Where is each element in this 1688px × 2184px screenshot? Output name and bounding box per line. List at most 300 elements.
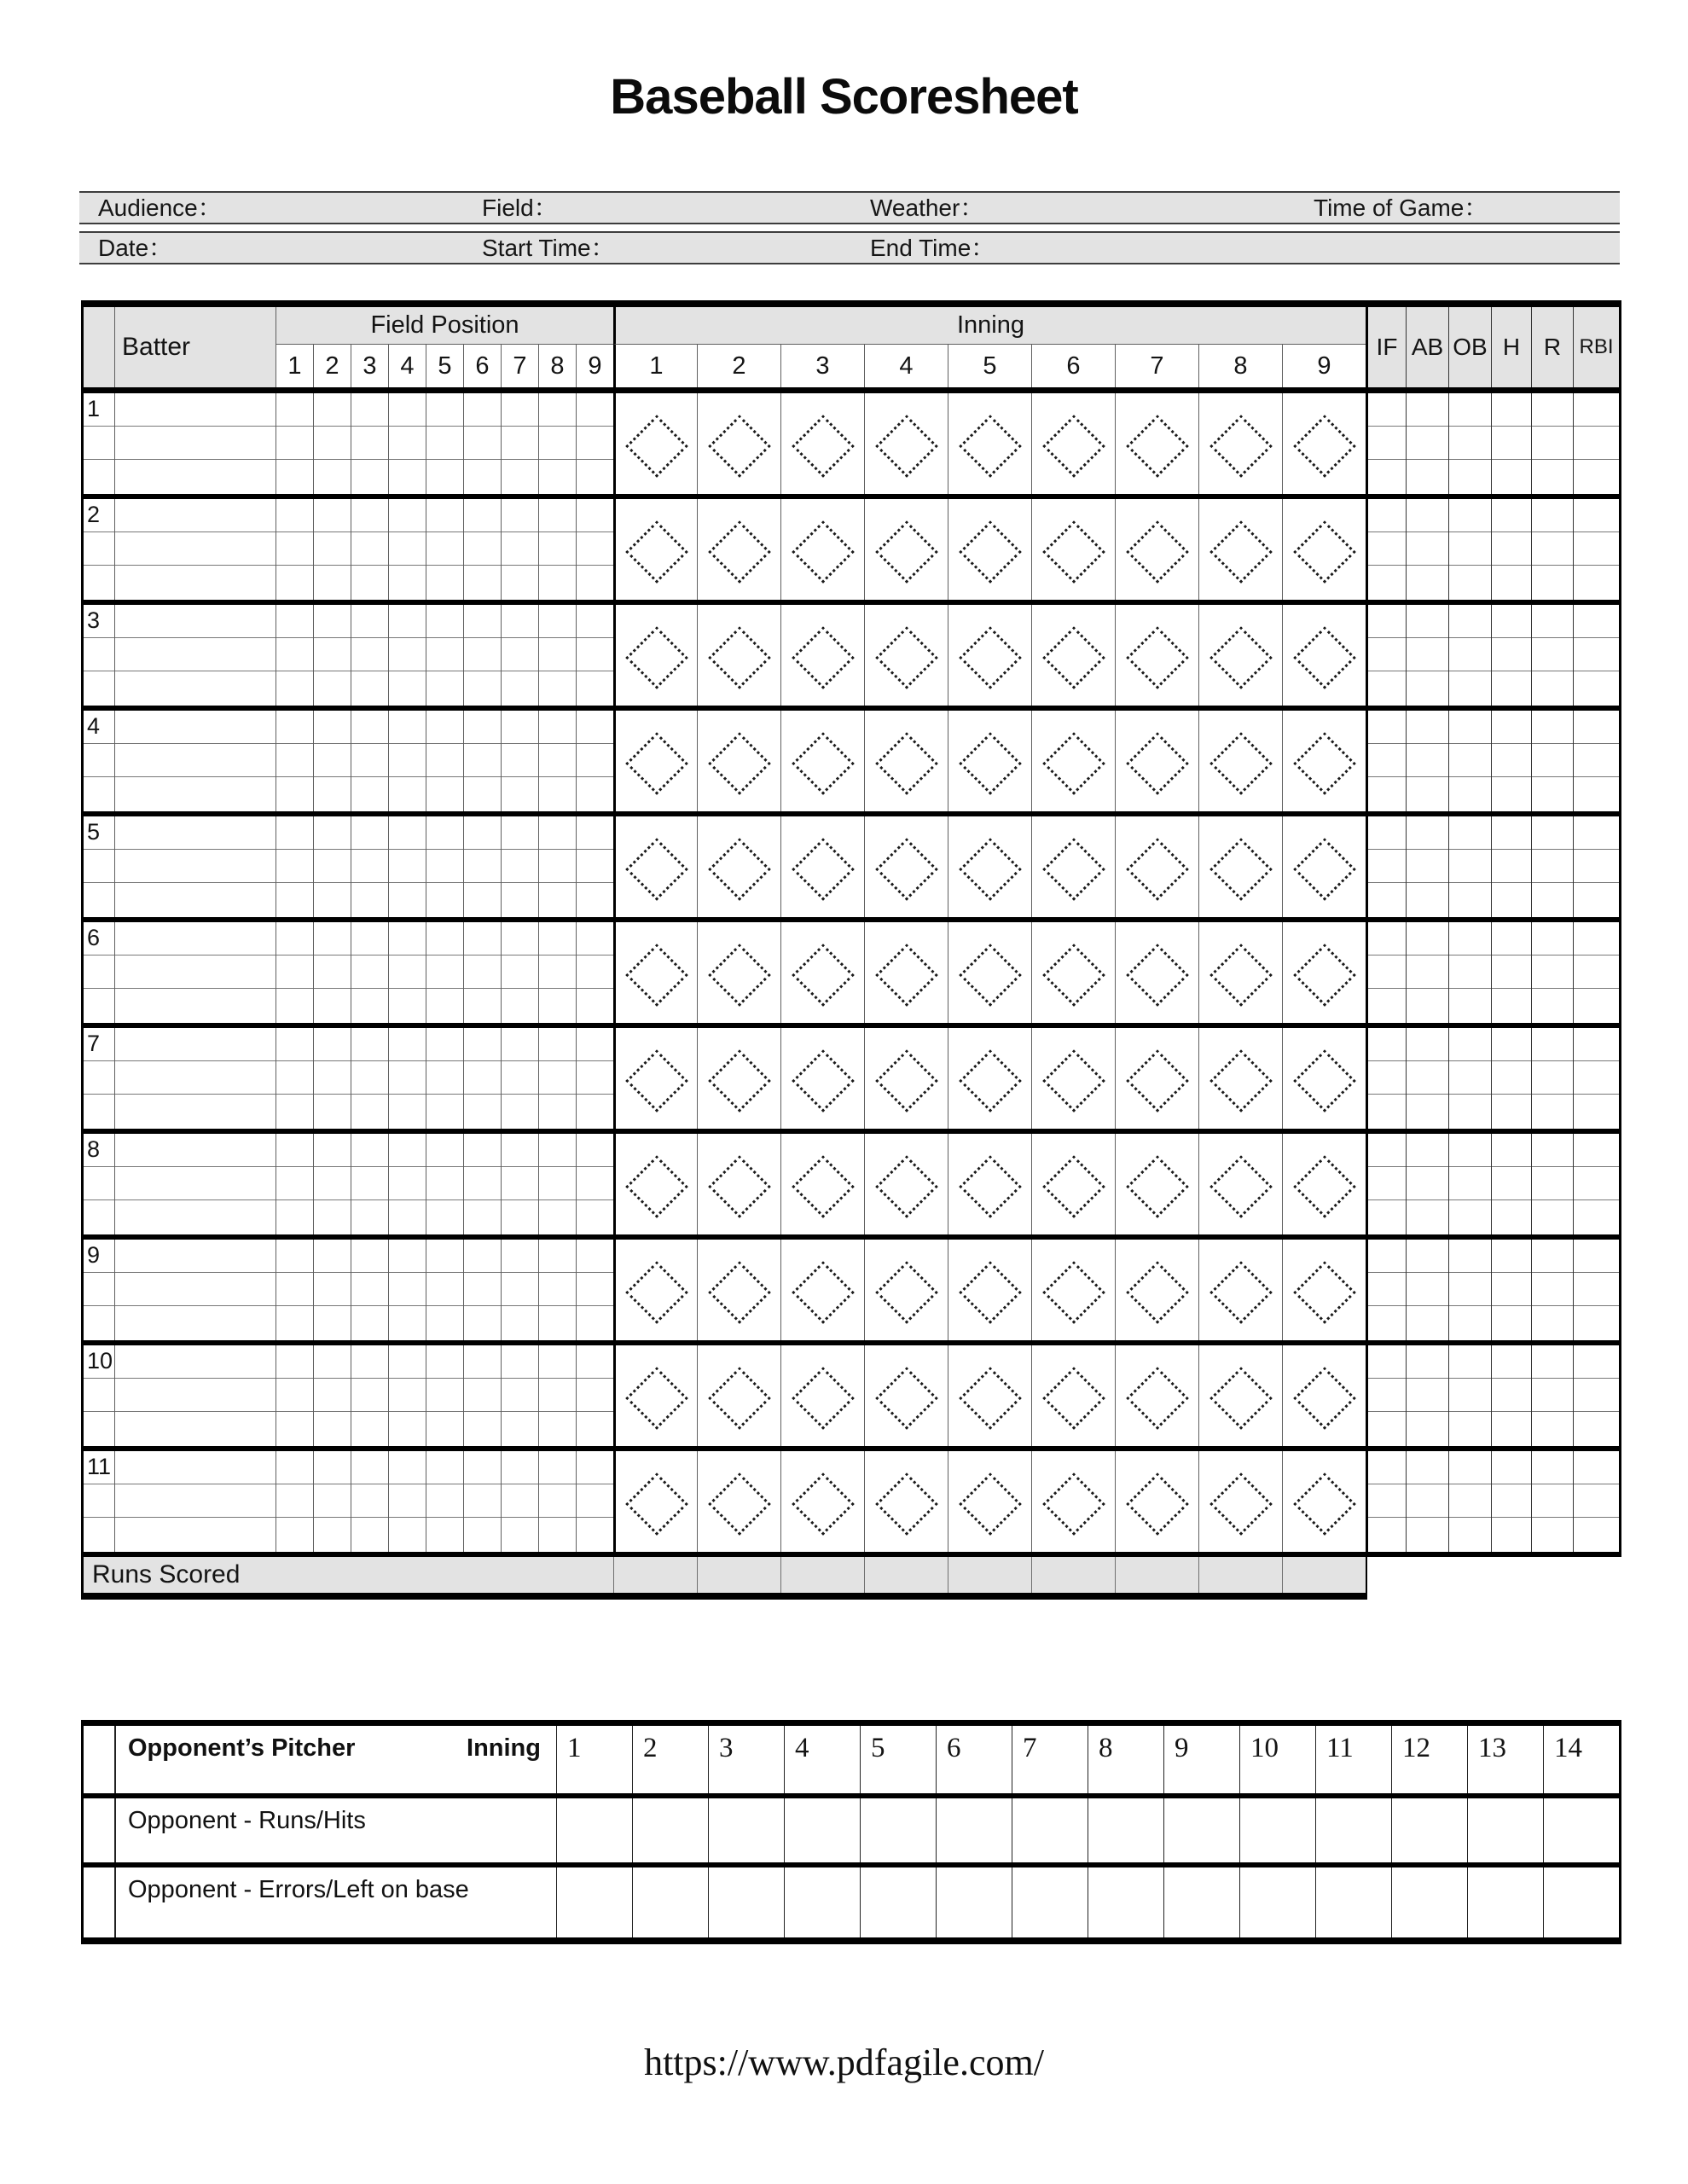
field-position-cell[interactable] — [538, 1345, 576, 1446]
stat-cell-ab[interactable] — [1406, 1345, 1448, 1446]
stat-cell-ob[interactable] — [1448, 1240, 1491, 1340]
inning-scoring-cell[interactable] — [948, 816, 1031, 917]
inning-scoring-cell[interactable] — [1198, 1345, 1282, 1446]
stat-cell-ab[interactable] — [1406, 1451, 1448, 1552]
field-position-cell[interactable] — [351, 711, 388, 811]
stat-cell-ob[interactable] — [1448, 816, 1491, 917]
opponent-value-cell[interactable] — [1315, 1798, 1391, 1862]
inning-scoring-cell[interactable] — [780, 816, 864, 917]
field-position-cell[interactable] — [388, 1345, 426, 1446]
stat-cell-ob[interactable] — [1448, 1345, 1491, 1446]
inning-scoring-cell[interactable] — [1031, 499, 1115, 600]
batter-name-cell[interactable] — [114, 393, 276, 494]
stat-cell-h[interactable] — [1491, 711, 1531, 811]
opponent-value-cell[interactable] — [936, 1867, 1012, 1937]
field-position-cell[interactable] — [276, 393, 313, 494]
field-position-cell[interactable] — [538, 1028, 576, 1129]
batter-name-cell[interactable] — [114, 499, 276, 600]
inning-scoring-cell[interactable] — [697, 816, 780, 917]
inning-scoring-cell[interactable] — [697, 1451, 780, 1552]
stat-cell-ob[interactable] — [1448, 711, 1491, 811]
inning-scoring-cell[interactable] — [1198, 605, 1282, 706]
inning-scoring-cell[interactable] — [613, 1345, 697, 1446]
stat-cell-ab[interactable] — [1406, 711, 1448, 811]
field-position-cell[interactable] — [388, 393, 426, 494]
field-position-cell[interactable] — [426, 393, 463, 494]
inning-scoring-cell[interactable] — [1282, 922, 1366, 1023]
field-position-cell[interactable] — [576, 1345, 613, 1446]
stat-cell-ob[interactable] — [1448, 922, 1491, 1023]
inning-scoring-cell[interactable] — [697, 605, 780, 706]
runs-scored-cell[interactable] — [613, 1557, 697, 1593]
inning-scoring-cell[interactable] — [1282, 1345, 1366, 1446]
stat-cell-ob[interactable] — [1448, 1134, 1491, 1234]
field-position-cell[interactable] — [313, 1240, 351, 1340]
field-position-cell[interactable] — [276, 499, 313, 600]
inning-scoring-cell[interactable] — [1198, 922, 1282, 1023]
field-position-cell[interactable] — [501, 605, 538, 706]
inning-scoring-cell[interactable] — [1115, 393, 1198, 494]
opponent-value-cell[interactable] — [784, 1798, 860, 1862]
field-position-cell[interactable] — [426, 499, 463, 600]
inning-scoring-cell[interactable] — [864, 711, 948, 811]
field-position-cell[interactable] — [426, 922, 463, 1023]
inning-scoring-cell[interactable] — [1282, 816, 1366, 917]
inning-scoring-cell[interactable] — [780, 605, 864, 706]
inning-scoring-cell[interactable] — [697, 1240, 780, 1340]
inning-scoring-cell[interactable] — [613, 605, 697, 706]
inning-scoring-cell[interactable] — [1198, 1240, 1282, 1340]
field-position-cell[interactable] — [426, 1028, 463, 1129]
field-position-cell[interactable] — [501, 816, 538, 917]
inning-scoring-cell[interactable] — [948, 1345, 1031, 1446]
opponent-value-cell[interactable] — [1467, 1867, 1543, 1937]
stat-cell-r[interactable] — [1531, 499, 1573, 600]
field-position-cell[interactable] — [351, 816, 388, 917]
inning-scoring-cell[interactable] — [864, 1028, 948, 1129]
stat-cell-if[interactable] — [1366, 922, 1406, 1023]
stat-cell-ab[interactable] — [1406, 605, 1448, 706]
opponent-value-cell[interactable] — [632, 1798, 708, 1862]
field-position-cell[interactable] — [276, 711, 313, 811]
inning-scoring-cell[interactable] — [697, 499, 780, 600]
stat-cell-ab[interactable] — [1406, 1028, 1448, 1129]
runs-scored-cell[interactable] — [1198, 1557, 1282, 1593]
stat-cell-if[interactable] — [1366, 605, 1406, 706]
field-position-cell[interactable] — [576, 499, 613, 600]
stat-cell-ob[interactable] — [1448, 393, 1491, 494]
stat-cell-h[interactable] — [1491, 1028, 1531, 1129]
inning-scoring-cell[interactable] — [613, 1451, 697, 1552]
field-position-cell[interactable] — [388, 711, 426, 811]
stat-cell-h[interactable] — [1491, 816, 1531, 917]
stat-cell-h[interactable] — [1491, 605, 1531, 706]
opponent-value-cell[interactable] — [556, 1798, 632, 1862]
inning-scoring-cell[interactable] — [1198, 1028, 1282, 1129]
inning-scoring-cell[interactable] — [1115, 605, 1198, 706]
field-position-cell[interactable] — [501, 1028, 538, 1129]
opponent-value-cell[interactable] — [860, 1867, 936, 1937]
runs-scored-cell[interactable] — [864, 1557, 948, 1593]
stat-cell-h[interactable] — [1491, 1240, 1531, 1340]
field-position-cell[interactable] — [426, 1240, 463, 1340]
stat-cell-if[interactable] — [1366, 1345, 1406, 1446]
inning-scoring-cell[interactable] — [1198, 711, 1282, 811]
stat-cell-h[interactable] — [1491, 393, 1531, 494]
field-position-cell[interactable] — [351, 393, 388, 494]
field-position-cell[interactable] — [463, 1451, 501, 1552]
inning-scoring-cell[interactable] — [948, 1451, 1031, 1552]
inning-scoring-cell[interactable] — [1115, 711, 1198, 811]
inning-scoring-cell[interactable] — [1031, 922, 1115, 1023]
field-position-cell[interactable] — [313, 1451, 351, 1552]
batter-name-cell[interactable] — [114, 1134, 276, 1234]
field-position-cell[interactable] — [463, 711, 501, 811]
stat-cell-if[interactable] — [1366, 499, 1406, 600]
inning-scoring-cell[interactable] — [948, 711, 1031, 811]
stat-cell-h[interactable] — [1491, 922, 1531, 1023]
field-position-cell[interactable] — [313, 499, 351, 600]
field-position-cell[interactable] — [463, 1240, 501, 1340]
stat-cell-ob[interactable] — [1448, 1028, 1491, 1129]
inning-scoring-cell[interactable] — [1031, 1240, 1115, 1340]
field-position-cell[interactable] — [351, 1240, 388, 1340]
stat-cell-if[interactable] — [1366, 1240, 1406, 1340]
field-position-cell[interactable] — [276, 922, 313, 1023]
inning-scoring-cell[interactable] — [613, 393, 697, 494]
field-position-cell[interactable] — [351, 1134, 388, 1234]
field-position-cell[interactable] — [313, 605, 351, 706]
field-position-cell[interactable] — [576, 393, 613, 494]
field-position-cell[interactable] — [501, 393, 538, 494]
stat-cell-rbi[interactable] — [1573, 816, 1619, 917]
field-position-cell[interactable] — [576, 711, 613, 811]
inning-scoring-cell[interactable] — [780, 499, 864, 600]
inning-scoring-cell[interactable] — [1031, 393, 1115, 494]
field-position-cell[interactable] — [313, 816, 351, 917]
opponent-value-cell[interactable] — [1543, 1798, 1619, 1862]
inning-scoring-cell[interactable] — [1198, 1134, 1282, 1234]
inning-scoring-cell[interactable] — [780, 1028, 864, 1129]
runs-scored-cell[interactable] — [780, 1557, 864, 1593]
inning-scoring-cell[interactable] — [1115, 922, 1198, 1023]
stat-cell-rbi[interactable] — [1573, 393, 1619, 494]
field-position-cell[interactable] — [388, 499, 426, 600]
field-position-cell[interactable] — [426, 1134, 463, 1234]
inning-scoring-cell[interactable] — [613, 499, 697, 600]
field-position-cell[interactable] — [313, 922, 351, 1023]
opponent-value-cell[interactable] — [936, 1798, 1012, 1862]
inning-scoring-cell[interactable] — [1115, 816, 1198, 917]
inning-scoring-cell[interactable] — [1282, 605, 1366, 706]
inning-scoring-cell[interactable] — [948, 393, 1031, 494]
field-position-cell[interactable] — [388, 816, 426, 917]
runs-scored-cell[interactable] — [1282, 1557, 1366, 1593]
stat-cell-rbi[interactable] — [1573, 711, 1619, 811]
field-position-cell[interactable] — [576, 1240, 613, 1340]
inning-scoring-cell[interactable] — [1282, 1240, 1366, 1340]
stat-cell-ob[interactable] — [1448, 1451, 1491, 1552]
field-position-cell[interactable] — [388, 605, 426, 706]
stat-cell-ab[interactable] — [1406, 1134, 1448, 1234]
field-position-cell[interactable] — [538, 605, 576, 706]
field-position-cell[interactable] — [276, 1240, 313, 1340]
opponent-value-cell[interactable] — [1315, 1867, 1391, 1937]
inning-scoring-cell[interactable] — [613, 1240, 697, 1340]
inning-scoring-cell[interactable] — [1115, 1134, 1198, 1234]
stat-cell-if[interactable] — [1366, 1028, 1406, 1129]
stat-cell-ab[interactable] — [1406, 499, 1448, 600]
inning-scoring-cell[interactable] — [1031, 1451, 1115, 1552]
field-position-cell[interactable] — [463, 816, 501, 917]
opponent-value-cell[interactable] — [1239, 1798, 1315, 1862]
inning-scoring-cell[interactable] — [948, 1028, 1031, 1129]
field-position-cell[interactable] — [501, 1345, 538, 1446]
field-position-cell[interactable] — [463, 393, 501, 494]
inning-scoring-cell[interactable] — [864, 1240, 948, 1340]
inning-scoring-cell[interactable] — [613, 816, 697, 917]
inning-scoring-cell[interactable] — [697, 922, 780, 1023]
inning-scoring-cell[interactable] — [613, 922, 697, 1023]
runs-scored-cell[interactable] — [1031, 1557, 1115, 1593]
stat-cell-if[interactable] — [1366, 816, 1406, 917]
field-position-cell[interactable] — [276, 1134, 313, 1234]
inning-scoring-cell[interactable] — [948, 605, 1031, 706]
stat-cell-ab[interactable] — [1406, 1240, 1448, 1340]
field-position-cell[interactable] — [426, 1451, 463, 1552]
inning-scoring-cell[interactable] — [780, 393, 864, 494]
opponent-value-cell[interactable] — [860, 1798, 936, 1862]
inning-scoring-cell[interactable] — [613, 1028, 697, 1129]
runs-scored-cell[interactable] — [948, 1557, 1031, 1593]
field-position-cell[interactable] — [426, 605, 463, 706]
opponent-value-cell[interactable] — [708, 1867, 784, 1937]
stat-cell-ab[interactable] — [1406, 922, 1448, 1023]
source-url[interactable]: https://www.pdfagile.com/ — [644, 2042, 1044, 2083]
inning-scoring-cell[interactable] — [864, 1134, 948, 1234]
field-position-cell[interactable] — [538, 1134, 576, 1234]
inning-scoring-cell[interactable] — [1031, 1345, 1115, 1446]
stat-cell-h[interactable] — [1491, 1451, 1531, 1552]
opponent-value-cell[interactable] — [1088, 1798, 1163, 1862]
inning-scoring-cell[interactable] — [697, 711, 780, 811]
inning-scoring-cell[interactable] — [1282, 393, 1366, 494]
stat-cell-ob[interactable] — [1448, 605, 1491, 706]
inning-scoring-cell[interactable] — [780, 1345, 864, 1446]
field-position-cell[interactable] — [463, 1134, 501, 1234]
field-position-cell[interactable] — [426, 816, 463, 917]
field-position-cell[interactable] — [463, 499, 501, 600]
field-position-cell[interactable] — [576, 1028, 613, 1129]
field-position-cell[interactable] — [576, 1134, 613, 1234]
inning-scoring-cell[interactable] — [948, 499, 1031, 600]
stat-cell-rbi[interactable] — [1573, 1451, 1619, 1552]
batter-name-cell[interactable] — [114, 816, 276, 917]
opponent-value-cell[interactable] — [1012, 1867, 1088, 1937]
field-position-cell[interactable] — [463, 605, 501, 706]
stat-cell-r[interactable] — [1531, 816, 1573, 917]
opponent-value-cell[interactable] — [1239, 1867, 1315, 1937]
stat-cell-rbi[interactable] — [1573, 1134, 1619, 1234]
stat-cell-rbi[interactable] — [1573, 605, 1619, 706]
field-position-cell[interactable] — [538, 499, 576, 600]
inning-scoring-cell[interactable] — [613, 711, 697, 811]
inning-scoring-cell[interactable] — [697, 1028, 780, 1129]
field-position-cell[interactable] — [388, 1028, 426, 1129]
field-position-cell[interactable] — [426, 711, 463, 811]
field-position-cell[interactable] — [351, 1028, 388, 1129]
opponent-value-cell[interactable] — [1543, 1867, 1619, 1937]
opponent-value-cell[interactable] — [632, 1867, 708, 1937]
field-position-cell[interactable] — [388, 1451, 426, 1552]
inning-scoring-cell[interactable] — [1282, 1451, 1366, 1552]
inning-scoring-cell[interactable] — [948, 922, 1031, 1023]
inning-scoring-cell[interactable] — [1198, 499, 1282, 600]
inning-scoring-cell[interactable] — [1282, 499, 1366, 600]
stat-cell-rbi[interactable] — [1573, 1345, 1619, 1446]
stat-cell-r[interactable] — [1531, 605, 1573, 706]
field-position-cell[interactable] — [538, 711, 576, 811]
field-position-cell[interactable] — [538, 1451, 576, 1552]
runs-scored-cell[interactable] — [697, 1557, 780, 1593]
field-position-cell[interactable] — [313, 1028, 351, 1129]
inning-scoring-cell[interactable] — [1282, 1028, 1366, 1129]
field-position-cell[interactable] — [538, 393, 576, 494]
inning-scoring-cell[interactable] — [1198, 393, 1282, 494]
stat-cell-h[interactable] — [1491, 1134, 1531, 1234]
field-position-cell[interactable] — [426, 1345, 463, 1446]
stat-cell-r[interactable] — [1531, 1028, 1573, 1129]
inning-scoring-cell[interactable] — [1282, 1134, 1366, 1234]
field-position-cell[interactable] — [313, 1134, 351, 1234]
stat-cell-rbi[interactable] — [1573, 1028, 1619, 1129]
field-position-cell[interactable] — [388, 922, 426, 1023]
inning-scoring-cell[interactable] — [864, 1451, 948, 1552]
inning-scoring-cell[interactable] — [1115, 1451, 1198, 1552]
inning-scoring-cell[interactable] — [1031, 1028, 1115, 1129]
field-position-cell[interactable] — [463, 1028, 501, 1129]
opponent-value-cell[interactable] — [556, 1867, 632, 1937]
batter-name-cell[interactable] — [114, 1028, 276, 1129]
stat-cell-h[interactable] — [1491, 499, 1531, 600]
opponent-value-cell[interactable] — [1391, 1867, 1467, 1937]
stat-cell-r[interactable] — [1531, 1240, 1573, 1340]
field-position-cell[interactable] — [576, 1451, 613, 1552]
field-position-cell[interactable] — [276, 1345, 313, 1446]
inning-scoring-cell[interactable] — [697, 1134, 780, 1234]
field-position-cell[interactable] — [501, 1240, 538, 1340]
inning-scoring-cell[interactable] — [780, 1451, 864, 1552]
field-position-cell[interactable] — [538, 816, 576, 917]
batter-name-cell[interactable] — [114, 605, 276, 706]
opponent-value-cell[interactable] — [1012, 1798, 1088, 1862]
field-position-cell[interactable] — [351, 499, 388, 600]
stat-cell-ab[interactable] — [1406, 816, 1448, 917]
opponent-value-cell[interactable] — [708, 1798, 784, 1862]
field-position-cell[interactable] — [501, 922, 538, 1023]
inning-scoring-cell[interactable] — [1115, 1240, 1198, 1340]
inning-scoring-cell[interactable] — [1031, 816, 1115, 917]
inning-scoring-cell[interactable] — [864, 393, 948, 494]
opponent-value-cell[interactable] — [1163, 1798, 1239, 1862]
inning-scoring-cell[interactable] — [1198, 816, 1282, 917]
opponent-value-cell[interactable] — [1088, 1867, 1163, 1937]
stat-cell-r[interactable] — [1531, 393, 1573, 494]
stat-cell-if[interactable] — [1366, 1451, 1406, 1552]
field-position-cell[interactable] — [576, 816, 613, 917]
inning-scoring-cell[interactable] — [780, 1134, 864, 1234]
runs-scored-cell[interactable] — [1115, 1557, 1198, 1593]
field-position-cell[interactable] — [276, 1028, 313, 1129]
opponent-value-cell[interactable] — [1163, 1867, 1239, 1937]
opponent-value-cell[interactable] — [784, 1867, 860, 1937]
batter-name-cell[interactable] — [114, 1240, 276, 1340]
stat-cell-if[interactable] — [1366, 1134, 1406, 1234]
inning-scoring-cell[interactable] — [864, 922, 948, 1023]
inning-scoring-cell[interactable] — [780, 1240, 864, 1340]
stat-cell-rbi[interactable] — [1573, 922, 1619, 1023]
inning-scoring-cell[interactable] — [864, 605, 948, 706]
inning-scoring-cell[interactable] — [1282, 711, 1366, 811]
stat-cell-ob[interactable] — [1448, 499, 1491, 600]
inning-scoring-cell[interactable] — [1198, 1451, 1282, 1552]
batter-name-cell[interactable] — [114, 922, 276, 1023]
stat-cell-h[interactable] — [1491, 1345, 1531, 1446]
stat-cell-rbi[interactable] — [1573, 1240, 1619, 1340]
inning-scoring-cell[interactable] — [1115, 499, 1198, 600]
field-position-cell[interactable] — [576, 605, 613, 706]
inning-scoring-cell[interactable] — [864, 1345, 948, 1446]
inning-scoring-cell[interactable] — [864, 499, 948, 600]
field-position-cell[interactable] — [576, 922, 613, 1023]
field-position-cell[interactable] — [501, 711, 538, 811]
field-position-cell[interactable] — [313, 711, 351, 811]
field-position-cell[interactable] — [276, 816, 313, 917]
opponent-value-cell[interactable] — [1467, 1798, 1543, 1862]
field-position-cell[interactable] — [276, 1451, 313, 1552]
stat-cell-ab[interactable] — [1406, 393, 1448, 494]
inning-scoring-cell[interactable] — [1115, 1345, 1198, 1446]
stat-cell-r[interactable] — [1531, 1345, 1573, 1446]
field-position-cell[interactable] — [501, 499, 538, 600]
batter-name-cell[interactable] — [114, 1345, 276, 1446]
stat-cell-if[interactable] — [1366, 393, 1406, 494]
inning-scoring-cell[interactable] — [697, 1345, 780, 1446]
field-position-cell[interactable] — [538, 1240, 576, 1340]
inning-scoring-cell[interactable] — [697, 393, 780, 494]
field-position-cell[interactable] — [501, 1451, 538, 1552]
field-position-cell[interactable] — [276, 605, 313, 706]
stat-cell-rbi[interactable] — [1573, 499, 1619, 600]
stat-cell-r[interactable] — [1531, 922, 1573, 1023]
stat-cell-r[interactable] — [1531, 1451, 1573, 1552]
inning-scoring-cell[interactable] — [613, 1134, 697, 1234]
inning-scoring-cell[interactable] — [780, 922, 864, 1023]
field-position-cell[interactable] — [388, 1134, 426, 1234]
inning-scoring-cell[interactable] — [864, 816, 948, 917]
inning-scoring-cell[interactable] — [1031, 1134, 1115, 1234]
field-position-cell[interactable] — [351, 1451, 388, 1552]
batter-name-cell[interactable] — [114, 711, 276, 811]
stat-cell-r[interactable] — [1531, 711, 1573, 811]
field-position-cell[interactable] — [351, 1345, 388, 1446]
inning-scoring-cell[interactable] — [1031, 711, 1115, 811]
field-position-cell[interactable] — [463, 922, 501, 1023]
inning-scoring-cell[interactable] — [1115, 1028, 1198, 1129]
field-position-cell[interactable] — [351, 605, 388, 706]
inning-scoring-cell[interactable] — [948, 1240, 1031, 1340]
batter-name-cell[interactable] — [114, 1451, 276, 1552]
